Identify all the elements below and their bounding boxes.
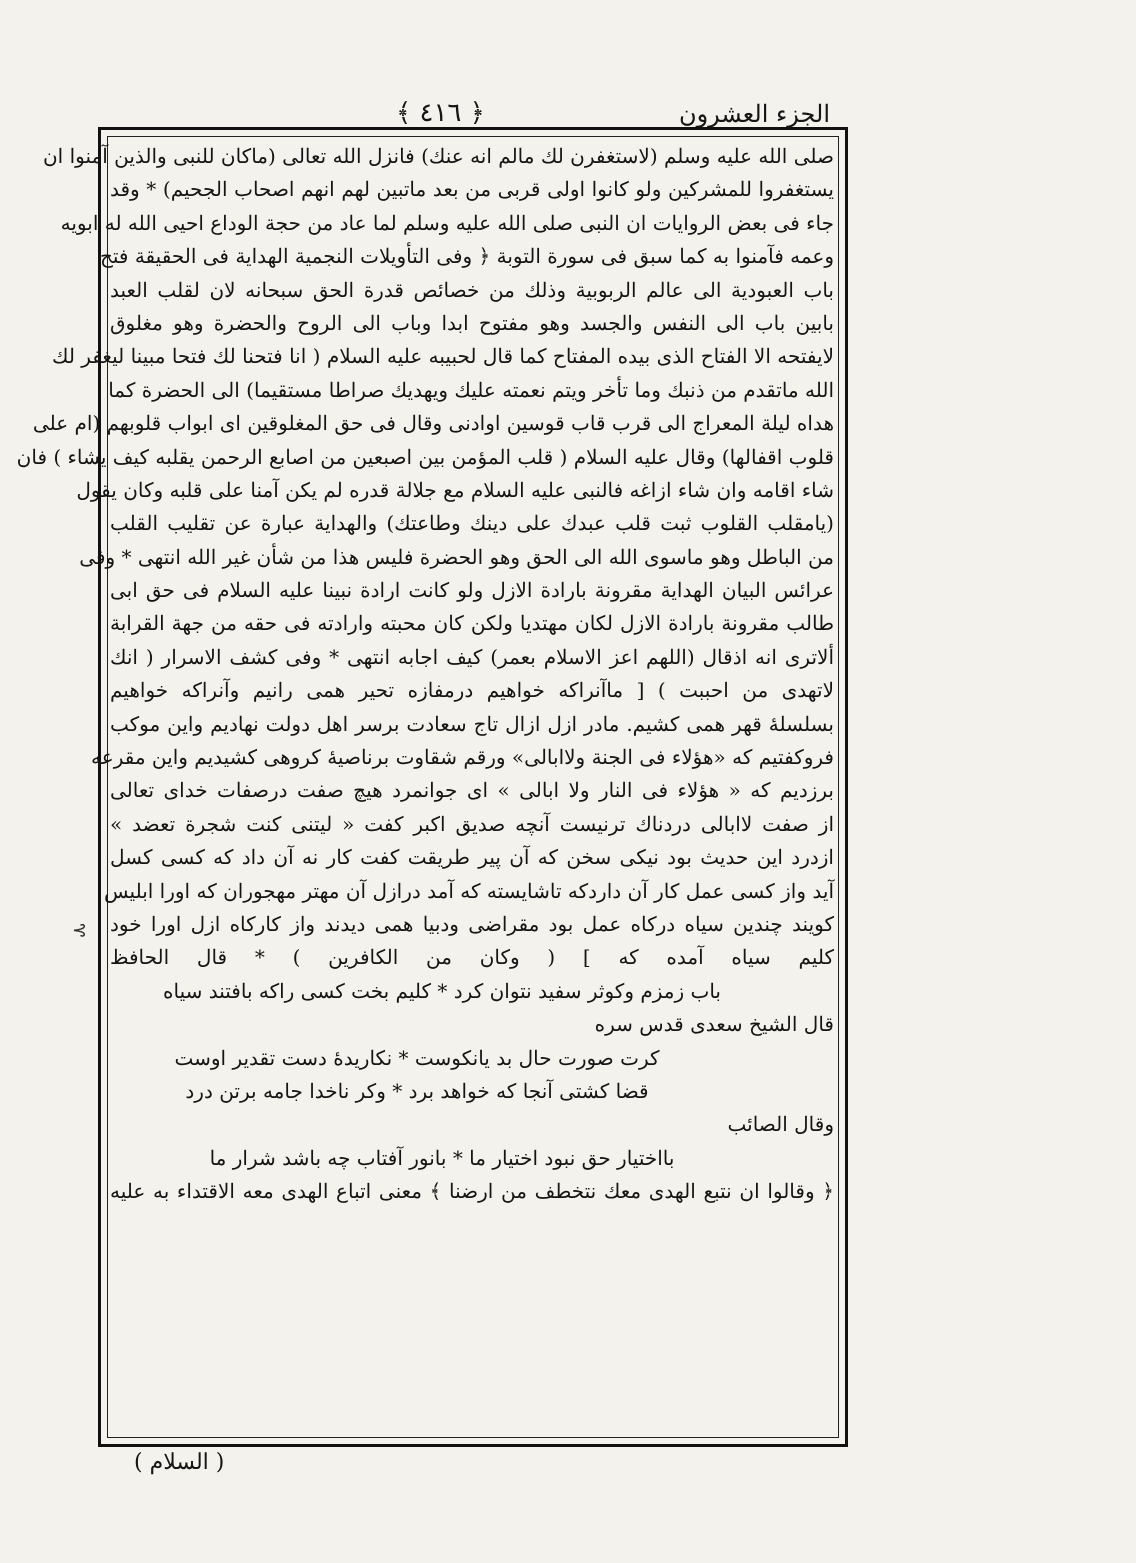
text-line: وعمه فآمنوا به كما سبق فى سورة التوبة ﴿ وفى التأويلات النجمية الهداية فى الحقيقة فتح (99, 244, 834, 269)
text-line: جاء فى بعض الروايات ان النبى صلى الله عليه وسلم لما عاد من حجة الوداع احيى الله له ابويه (60, 210, 834, 235)
text-line: من الباطل وهو ماسوى الله الى الحق وهو الحضرة فليس هذا من شأن غير الله انتهى * وفى (79, 544, 834, 569)
verse-saadi-2: قضا كشتى آنجا كه خواهد برد * وكر ناخدا جامه برتن درد (185, 1078, 649, 1103)
text-line: (يامقلب القلوب ثبت قلب عبدك على دينك وطاعتك) والهداية عبارة عن تقليب القلب (110, 511, 834, 536)
text-line: الله ماتقدم من ذنبك وما تأخر ويتم نعمته عليك ويهديك صراطا مستقيما) الى الحضرة كما (108, 377, 834, 402)
text-line: باب العبودية الى عالم الربوبية وذلك من خصائص قدرة الحق سبحانه لان لقلب العبد (110, 277, 834, 302)
text-line: لاتهدى من احببت ) [ ماآنراكه خواهيم درمفازه تحير همى رانيم وآنراكه خواهيم (110, 678, 834, 703)
text-line: طالب مقرونة بارادة الازل لكان مهتديا ولكن كان محبته وارادته فى حقه من جهة القرابة (110, 611, 834, 636)
verse-hafiz: باب زمزم وكوثر سفيد نتوان كرد * كليم بخت كسى راكه بافتند سياه (163, 978, 721, 1003)
attribution-saib: وقال الصائب (727, 1112, 834, 1137)
text-line: كويند چندين سياه دركاه عمل بود مقراضى ودبيا همى ديدند واز كاركاه ازل اورا خود (110, 911, 834, 936)
text-line: از صفت لاابالى دردناك ترنيست آنچه صديق اكبر كفت « ليتنى كنت شجرة تعضد » (110, 811, 834, 836)
text-line: بسلسلهٔ قهر همى كشيم. مادر ازل ازال تاج سعادت برسر اهل دولت نهاديم واين موكب (110, 711, 834, 736)
verse-saib: بااختيار حق نبود اختيار ما * بانور آفتاب چه باشد شرار ما (209, 1145, 675, 1170)
attribution-saadi: قال الشيخ سعدى قدس سره (594, 1012, 834, 1037)
margin-mark: ⊰ (72, 920, 88, 941)
text-line: شاء اقامه وان شاء ازاغه فالنبى عليه السلام مع جلالة قدره لم يكن آمنا على قلبه وكان يقول (76, 477, 834, 502)
page-body (16, 140, 835, 1209)
text-line: قلوب اقفالها) وقال عليه السلام ( قلب المؤمن بين اصبعين من اصابع الرحمن يقلبه كيف يشاء ) فان (16, 444, 834, 469)
part-title: الجزء العشرون (678, 100, 830, 128)
verse-saadi-1: كرت صورت حال بد يانكوست * نكاريدهٔ دست تقدير اوست (174, 1045, 660, 1070)
text-line: آيد واز كسى عمل كار آن داردكه تاشايسته كه آمد درازل آن مهتر مهجوران كه اورا ابليس (104, 878, 834, 903)
text-line: برزديم كه « هؤلاء فى النار ولا ابالى » اى جوانمرد هيچ صفت درصفات خداى تعالى (110, 778, 834, 803)
text-line: هداه ليلة المعراج الى قرب قاب قوسين اوادنى وقال فى حق المغلوقين اى ابواب قلوبهم (ام على (32, 411, 834, 436)
text-line: عرائس البيان الهداية مقرونة بارادة الازل ولو كانت ارادة نبينا عليه السلام فى حق ابى (110, 578, 835, 603)
text-line: كليم سياه آمده كه ] ( وكان من الكافرين ) * قال الحافظ (110, 945, 834, 970)
text-line: ألاترى انه اذقال (اللهم اعز الاسلام بعمر) كيف اجابه انتهى * وفى كشف الاسرار ( انك (110, 644, 834, 669)
text-line: ازدرد اين حديث بود نيكى سخن كه آن پير طريقت كفت كار نه آن داد كه كسى كسل (110, 845, 834, 870)
page-number: ﴿ ٤١٦ ﴾ (396, 98, 485, 128)
text-line: صلى الله عليه وسلم (لاستغفرن لك مالم انه عنك) فانزل الله تعالى (ماكان للنبى والذين آمنوا ان (42, 144, 834, 168)
text-line: فروكفتيم كه «هؤلاء فى الجنة ولاابالى» ورقم شقاوت برناصيهٔ كروهى كشيديم واين مقرعه (91, 745, 834, 770)
text-line: بابين باب الى النفس والجسد وهو مفتوح ابدا وباب الى الروح والحضرة وهو مغلوق (110, 310, 834, 335)
catchword: ( السلام ) (134, 1450, 225, 1475)
text-line: لايفتحه الا الفتاح الذى بيده المفتاح كما قال لحبيبه عليه السلام ( انا فتحنا لك فتحا مبينا ليغفر لك (51, 344, 834, 369)
text-line: يستغفروا للمشركين ولو كانوا اولى قربى من بعد ماتبين لهم انهم اصحاب الجحيم) * وقد (110, 177, 834, 202)
text-line-last: ﴿ وقالوا ان نتبع الهدى معك نتخطف من ارضنا ﴾ معنى اتباع الهدى معه الاقتداء به عليه (110, 1179, 834, 1204)
